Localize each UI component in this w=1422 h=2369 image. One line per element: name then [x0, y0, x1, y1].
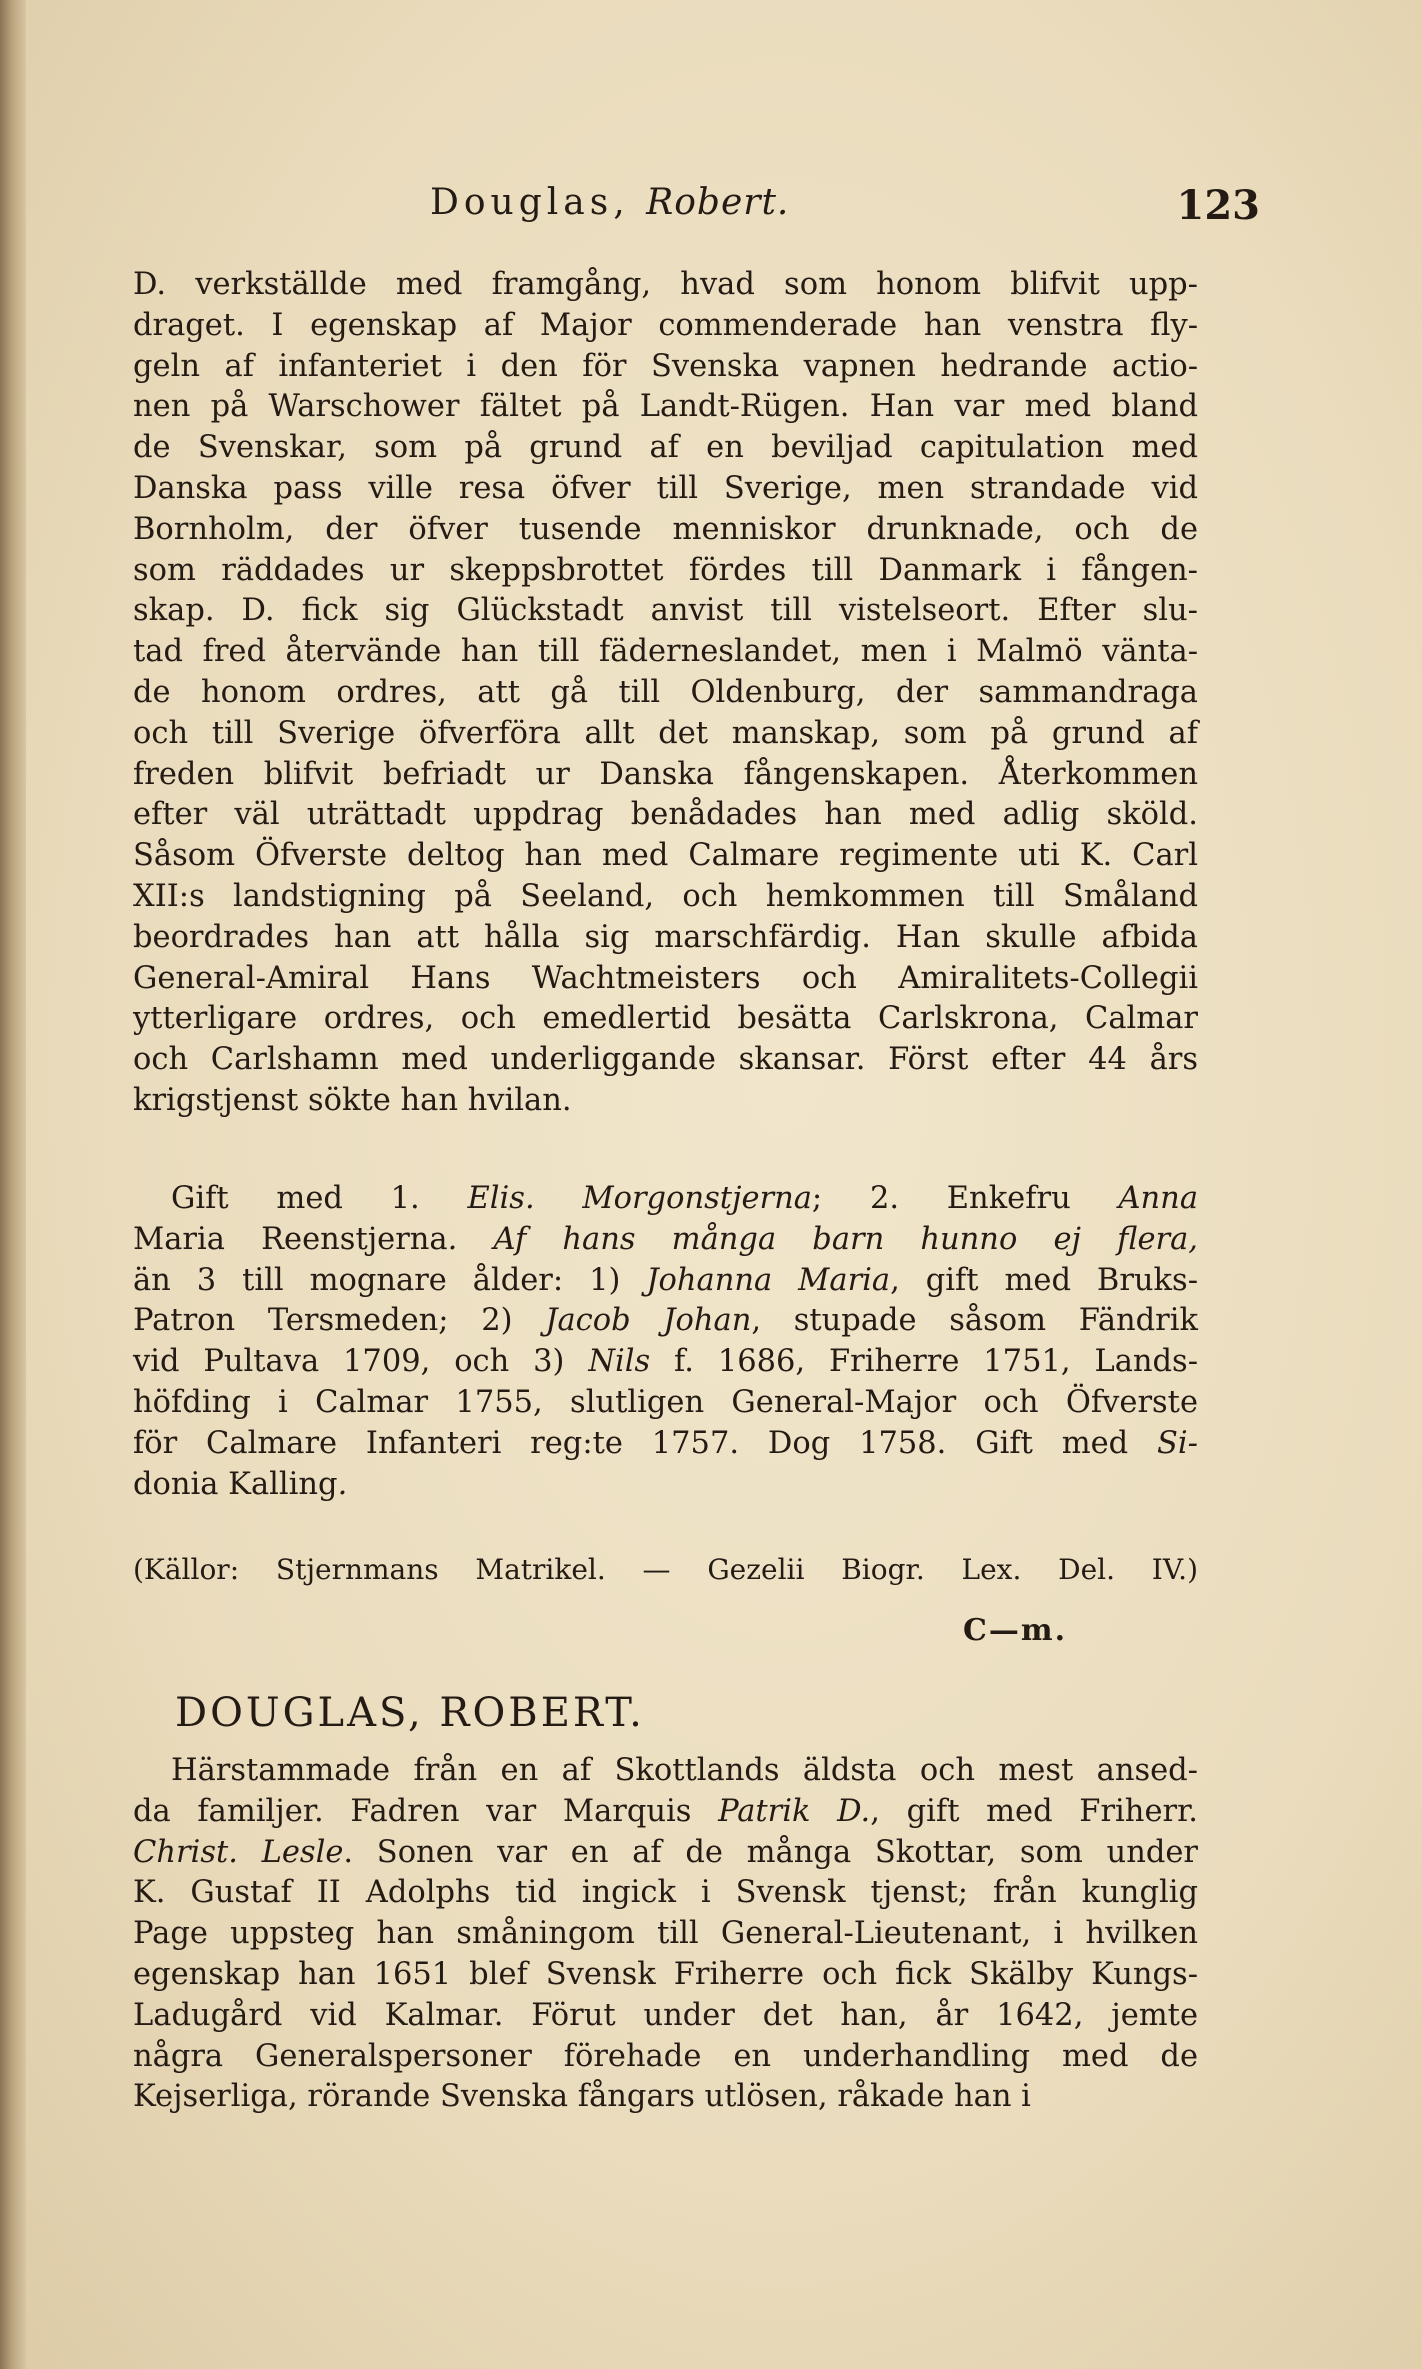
running-title-italic: Robert.: [646, 182, 790, 223]
author-signature: C—m.: [963, 1613, 1068, 1648]
text-line: [133, 1914, 1198, 1955]
italic-name: .: [337, 1466, 348, 1502]
text-segment: , stupade såsom Fändrik: [751, 1303, 1198, 1339]
text-line: Danska pass ville resa öfver till Sverige, men strandade vid: [133, 470, 1198, 506]
entry-heading-douglas-robert: DOUGLAS, ROBERT.: [175, 1690, 645, 1736]
text-line: krigstjenst sökte han hvilan.: [133, 1082, 572, 1118]
text-line: [133, 1220, 1198, 1261]
italic-name: Patrik D.: [718, 1793, 871, 1829]
text-segment: vid Pultava 1709, och 3): [133, 1344, 589, 1380]
text-line: freden blifvit befriadt ur Danska fångenskapen. Återkommen: [133, 756, 1198, 792]
text-line: [133, 1179, 1198, 1220]
italic-name: Si-: [1157, 1425, 1198, 1461]
text-segment: för Calmare Infanteri reg:te 1757. Dog 1758. Gift med: [133, 1425, 1158, 1461]
page-number: 123: [1176, 182, 1260, 229]
italic-name: Christ. Lesle: [133, 1834, 344, 1870]
text-line: [133, 1424, 1198, 1465]
text-line: [133, 1873, 1198, 1914]
text-line: [133, 1955, 1198, 1996]
text-line: [133, 1833, 1198, 1874]
text-segment: Kejserliga, rörande Svenska fångars utlösen, råkade han i: [133, 2079, 1031, 2115]
running-header: [430, 182, 1260, 242]
text-line: och till Sverige öfverföra allt det manskap, som på grund af: [133, 715, 1198, 751]
book-binding-edge: [0, 0, 26, 2369]
italic-name: Johanna Maria: [646, 1262, 891, 1298]
text-segment: några Generalspersoner förehade en underhandling med de: [133, 2038, 1198, 2074]
text-line: [133, 1261, 1198, 1302]
text-line: [133, 1342, 1198, 1383]
text-line: de Svenskar, som på grund af en beviljad capitulation med: [133, 430, 1198, 466]
text-line: [133, 2077, 1198, 2118]
italic-name: . Af hans många barn hunno ej flera,: [447, 1221, 1198, 1257]
text-line: Bornholm, der öfver tusende menniskor drunknade, och de: [133, 511, 1198, 547]
text-segment: f. 1686, Friherre 1751, Lands-: [650, 1344, 1199, 1380]
italic-name: Elis. Morgonstjerna: [467, 1181, 812, 1216]
text-segment: . Sonen var en af de många Skottar, som under: [343, 1834, 1198, 1870]
text-line: [133, 1996, 1198, 2037]
text-line: skap. D. fick sig Glückstadt anvist till vistelseort. Efter slu-: [133, 593, 1198, 629]
text-segment: ; 2. Enkefru: [811, 1181, 1119, 1216]
text-line: beordrades han att hålla sig marschfärdig. Han skulle afbida: [133, 919, 1198, 955]
text-segment: donia Kalling: [133, 1466, 338, 1502]
sources-citation: (Källor: Stjernmans Matrikel. — Gezelii Biogr. Lex. Del. IV.): [133, 1553, 1198, 1586]
text-segment: än 3 till mognare ålder: 1): [133, 1262, 647, 1298]
text-line: nen på Warschower fältet på Landt-Rügen. Han var med bland: [133, 389, 1198, 425]
text-segment: Page uppsteg han småningom till General-Lieutenant, i hvilken: [133, 1916, 1198, 1952]
text-segment: da familjer. Fadren var Marquis: [133, 1793, 719, 1829]
text-line: [133, 2037, 1198, 2078]
text-line: [133, 1465, 1198, 1506]
text-segment: Maria Reenstjerna: [133, 1221, 448, 1257]
italic-name: Anna: [1118, 1181, 1198, 1216]
text-segment: Ladugård vid Kalmar. Förut under det han, år 1642, jemte: [133, 1997, 1198, 2033]
entry-douglas-marriages: [133, 1179, 1198, 1505]
running-title: [430, 182, 789, 223]
text-line: och Carlshamn med underliggande skansar. Först efter 44 års: [133, 1042, 1198, 1078]
text-segment: Gift med 1.: [171, 1181, 468, 1216]
entry-douglas-body: [133, 265, 1198, 1122]
italic-name: Jacob Johan: [545, 1303, 752, 1339]
text-segment: K. Gustaf II Adolphs tid ingick i Svensk tjenst; från kunglig: [133, 1875, 1198, 1911]
italic-name: Nils: [588, 1344, 651, 1380]
text-line: D. verkställde med framgång, hvad som honom blifvit upp-: [133, 267, 1198, 302]
text-line: [133, 1301, 1198, 1342]
text-segment: Patron Tersmeden; 2): [133, 1303, 546, 1339]
text-segment: egenskap han 1651 blef Svensk Friherre och fick Skälby Kungs-: [133, 1956, 1198, 1992]
text-segment: höfding i Calmar 1755, slutligen General-Major och Öfverste: [133, 1384, 1198, 1420]
text-segment: , gift med Friherr.: [870, 1793, 1199, 1829]
text-line: efter väl uträttadt uppdrag benådades han med adlig sköld.: [133, 797, 1198, 833]
text-segment: , gift med Bruks-: [890, 1262, 1198, 1298]
running-title-caps: Douglas,: [430, 182, 630, 223]
text-segment: Härstammade från en af Skottlands äldsta och mest ansed-: [171, 1753, 1198, 1788]
text-line: [133, 1751, 1198, 1792]
text-line: draget. I egenskap af Major commenderade han venstra fly-: [133, 307, 1198, 343]
text-line: Såsom Öfverste deltog han med Calmare regimente uti K. Carl: [133, 838, 1198, 874]
text-line: som räddades ur skeppsbrottet fördes till Danmark i fången-: [133, 552, 1198, 588]
text-line: de honom ordres, att gå till Oldenburg, der sammandraga: [133, 674, 1198, 710]
entry-douglas-robert-body: [133, 1751, 1198, 2118]
text-line: General-Amiral Hans Wachtmeisters och Amiralitets-Collegii: [133, 960, 1198, 996]
text-line: XII:s landstigning på Seeland, och hemkommen till Småland: [133, 878, 1198, 914]
text-line: geln af infanteriet i den för Svenska vapnen hedrande actio-: [133, 348, 1198, 384]
text-line: tad fred återvände han till fäderneslandet, men i Malmö vänta-: [133, 634, 1198, 670]
text-line: [133, 1383, 1198, 1424]
text-line: ytterligare ordres, och emedlertid besätta Carlskrona, Calmar: [133, 1001, 1198, 1037]
text-line: [133, 1792, 1198, 1833]
